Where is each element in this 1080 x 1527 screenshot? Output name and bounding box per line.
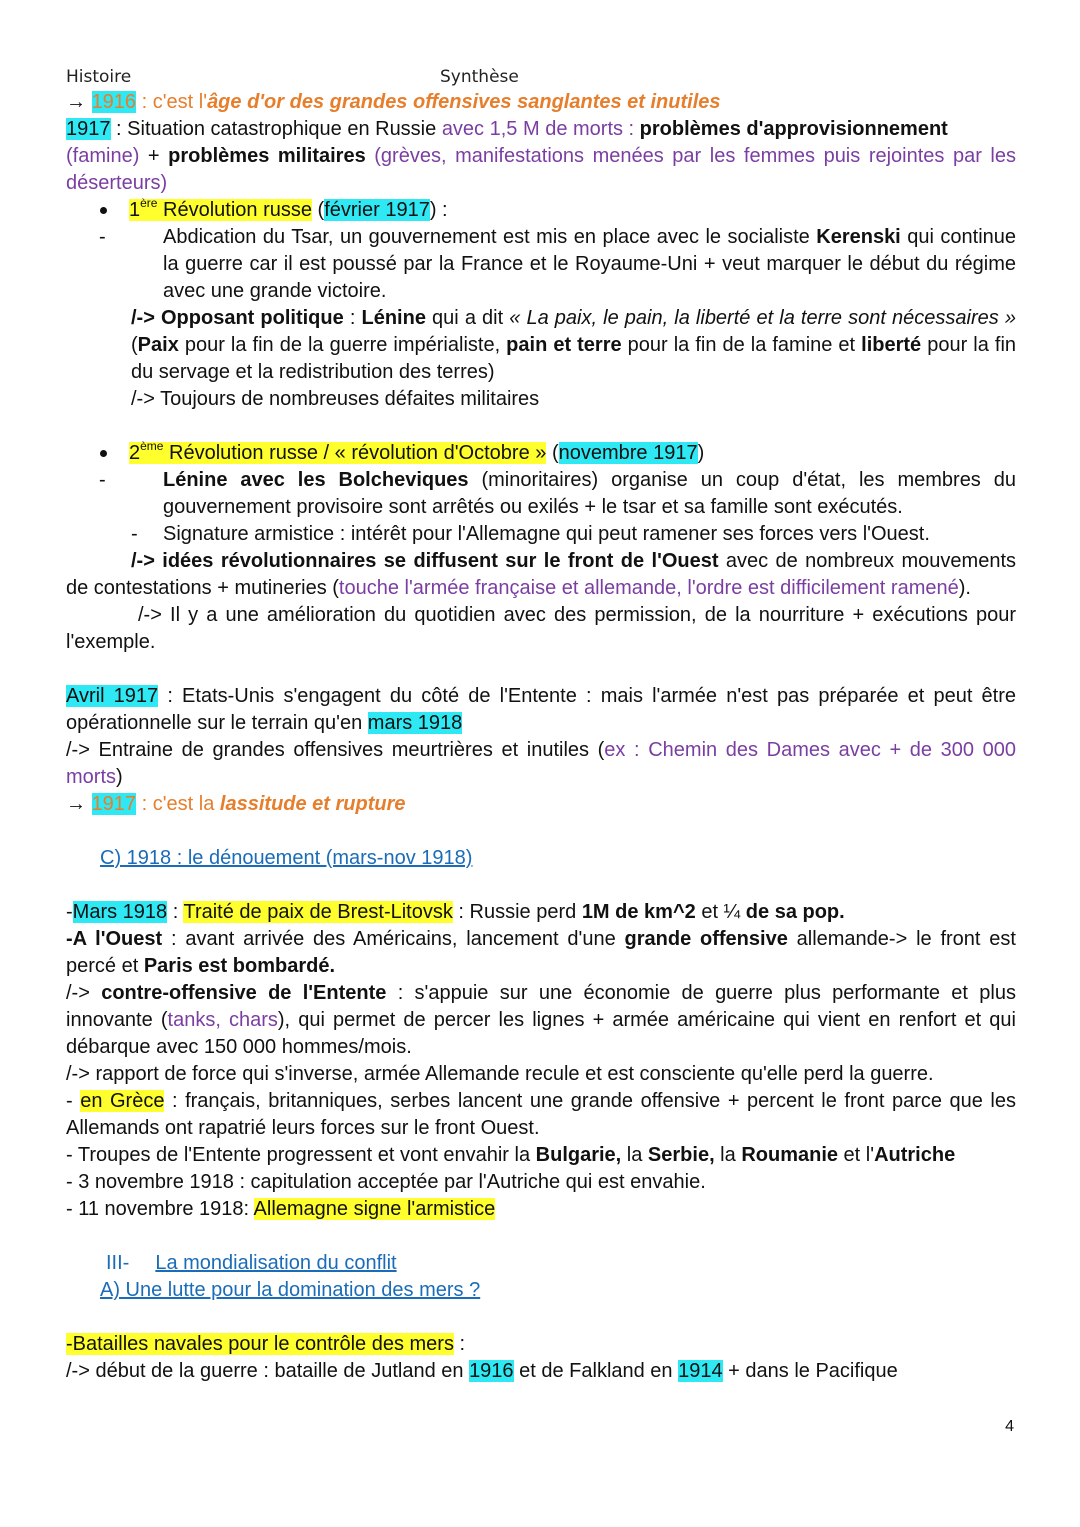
text: la [714,1144,742,1166]
text: : Situation catastrophique en Russie [110,118,442,140]
text: la [621,1144,648,1166]
dash: - [66,901,73,923]
text-bold: Paris est bombardé. [143,955,336,977]
text: ( [131,334,138,356]
text: qui a dit [425,307,510,329]
text-bold: problèmes militaires [168,145,366,167]
date-mars-1918: mars 1918 [367,712,463,734]
year-1914: 1914 [678,1360,723,1382]
text-purple: avec 1,5 M de morts : [441,118,640,140]
text: : c'est la [136,793,220,815]
text: - 11 novembre 1918: [66,1198,254,1220]
text-bold: -A l'Ouest [66,928,163,950]
section-iii-heading [66,1250,1016,1277]
arrow-icon: → [66,91,92,113]
text: /-> Entraine de grandes offensives meurtrières et inutiles ( [66,739,605,761]
year-1916: 1916 [469,1360,514,1382]
date-mars-1918: Mars 1918 [72,901,168,923]
text: et l' [838,1144,875,1166]
bullet-icon [100,450,107,457]
batailles-navales: -Batailles navales pour le contrôle des mers [66,1333,454,1355]
line-mars-1918 [66,899,1016,926]
text: /-> [66,982,102,1004]
quote: « La paix, le pain, la liberté et la terre sont nécessaires » [509,307,1016,329]
text-bold: Autriche [874,1144,956,1166]
text: : [343,307,362,329]
revolution-2-title: 2ème Révolution russe / « révolution d'Octobre » [129,439,547,464]
year-1916: 1916 [91,91,137,113]
text: : [453,1333,466,1355]
lenine: Lénine [361,307,426,329]
bullet-revolution-2 [66,440,1016,467]
text: + [139,145,169,167]
text: pour la fin de la famine et [621,334,862,356]
bullet-icon [100,207,107,214]
section-c-heading [66,845,1016,872]
dash-icon: - [99,226,106,248]
paragraph-entraine [66,737,1016,791]
rev1-defaites: /-> Toujours de nombreuses défaites militaires [131,388,540,410]
section-iii-link[interactable]: La mondialisation du conflit [155,1252,397,1274]
text-bold: grande offensive [624,928,788,950]
spacer [66,413,1016,440]
rev2-dash-1 [66,467,1016,521]
text-bold: Bulgarie, [535,1144,622,1166]
text-bold: Serbie, [647,1144,715,1166]
line-1916 [66,89,1016,116]
revolution-1-title: 1ère Révolution russe [129,196,312,221]
dash-icon: - [131,523,138,545]
page-number: 4 [1005,1418,1014,1435]
text-purple: (famine) [66,145,140,167]
header-left: Histoire [66,67,132,87]
paragraph-contre-offensive [66,980,1016,1061]
text-bold: /-> idées révolutionnaires se diffusent sur le front de l'Ouest [131,550,719,572]
header-center: Synthèse [440,67,519,87]
spacer [66,818,1016,845]
emphasis: lassitude et rupture [219,793,406,815]
paragraph-1917-russia [66,116,1016,197]
year-1917: 1917 [91,793,137,815]
text: /-> début de la guerre : bataille de Jutland en [66,1360,470,1382]
text: + dans le Pacifique [722,1360,898,1382]
text-bold: liberté [861,334,922,356]
text: : s'appuie sur une économie de guerre plus performante et plus innovante ( [66,982,1016,1031]
text-bold: 1M de km^2 [581,901,696,923]
spacer [66,656,1016,683]
text-bold: problèmes d'approvisionnement [639,118,948,140]
line-1917-lassitude [66,791,1016,818]
spacer [66,1304,1016,1331]
text-bold: contre-offensive de l'Entente [101,982,387,1004]
text: - Troupes de l'Entente progressent et vont envahir la [66,1144,536,1166]
text: (minoritaires) organise un coup d'état, les membres du gouvernement provisoire sont arrêtés ou exilés + le tsar et sa famille sont exécutés. [163,469,1016,518]
text: et de Falkland en [513,1360,679,1382]
text-bold: /-> Opposant politique [131,307,344,329]
date-avril-1917: Avril 1917 [66,685,159,707]
text: : Russie perd [452,901,582,923]
text: : avant arrivée des Américains, lancement d'une [162,928,625,950]
traite-brest-litovsk: Traité de paix de Brest-Litovsk [183,901,453,923]
text: pour la fin de la guerre impérialiste, [178,334,507,356]
text: ( [312,199,325,221]
line-troupes [66,1142,1016,1169]
section-a-heading [66,1277,1016,1304]
text: et ¼ [695,901,746,923]
text-purple: ex : Chemin des Dames avec + de 300 000 morts [66,739,1016,788]
text: avec de nombreux mouvements de contestations + mutineries ( [66,550,1016,599]
text: : français, britanniques, serbes lancent une grande offensive + percent le front parce que les Allemands ont rapatrié leurs forces sur le front Ouest. [66,1090,1016,1139]
rev2-amelioration: /-> Il y a une amélioration du quotidien avec des permission, de la nourriture + exécutions pour l'exemple. [66,604,1016,653]
spacer [66,872,1016,899]
line-debut-guerre [66,1358,1016,1385]
dash-icon: - [99,469,106,491]
text: : [167,901,184,923]
bullet-revolution-1 [66,197,1016,224]
text-bold: pain et terre [506,334,622,356]
text: : Etats-Unis s'engagent du côté de l'Entente : mais l'armée n'est pas préparée et peut être opérationnelle sur le terrain qu'en [66,685,1016,734]
armistice: Allemagne signe l'armistice [253,1198,496,1220]
text: ) [116,766,123,788]
text: ), qui permet de percer les lignes + armée américaine qui vient en renfort et qui débarque avec 150 000 hommes/mois. [66,1009,1016,1058]
text: allemande-> le front est percé et [66,928,1016,977]
text-bold: Lénine avec les Bolcheviques [163,469,469,491]
arrow-icon: → [66,793,92,815]
text: ). [958,577,971,599]
line-3-novembre: - 3 novembre 1918 : capitulation acceptée par l'Autriche qui est envahie. [66,1171,706,1193]
text: ) [697,442,705,464]
text: : c'est l' [136,91,208,113]
line-batailles [66,1331,1016,1358]
kerenski: Kerenski [816,226,901,248]
date-feb-1917: février 1917 [324,199,430,221]
paragraph-ouest [66,926,1016,980]
text-purple: (grèves, manifestations menées par les femmes puis rejointes par les déserteurs) [66,145,1017,194]
rev1-dash-1 [66,224,1016,305]
paragraph-grece [66,1088,1016,1142]
text: qui continue la guerre car il est poussé par la France et le Royaume-Uni + veut marquer le début du régime avec une grande victoire. [163,226,1017,302]
spacer [66,1223,1016,1250]
date-nov-1917: novembre 1917 [558,442,698,464]
en-grece: en Grèce [80,1090,165,1112]
text: Abdication du Tsar, un gouvernement est mis en place avec le socialiste [163,226,817,248]
text-bold: Roumanie [741,1144,838,1166]
emphasis: âge d'or des grandes offensives sanglantes et inutiles [207,91,721,113]
line-rapport: /-> rapport de force qui s'inverse, armée Allemande recule et est consciente qu'elle perd la guerre. [66,1063,934,1085]
rev2-dash-2 [66,521,1016,548]
text-purple: touche l'armée française et allemande, l'ordre est difficilement ramené [338,577,959,599]
text-bold: Paix [137,334,179,356]
section-c-link[interactable]: C) 1918 : le dénouement (mars-nov 1918) [100,847,473,869]
text-purple: tanks, chars [167,1009,278,1031]
text: Signature armistice : intérêt pour l'Allemagne qui peut ramener ses forces vers l'Ouest. [163,523,930,545]
text: ( [546,442,559,464]
text-bold: de sa pop. [745,901,845,923]
section-iii-number: III- [106,1252,130,1274]
text: pour la fin du servage et la redistribution des terres) [131,334,1017,383]
text: ) : [429,199,448,221]
dash: - [66,1090,81,1112]
rev1-opposant [66,305,1016,386]
rev2-idees [66,548,1016,602]
section-a-link[interactable]: A) Une lutte pour la domination des mers ? [100,1279,481,1301]
line-11-novembre [66,1196,1016,1223]
year-1917: 1917 [66,118,111,140]
paragraph-avril-1917 [66,683,1016,737]
document-body [66,89,1016,1385]
